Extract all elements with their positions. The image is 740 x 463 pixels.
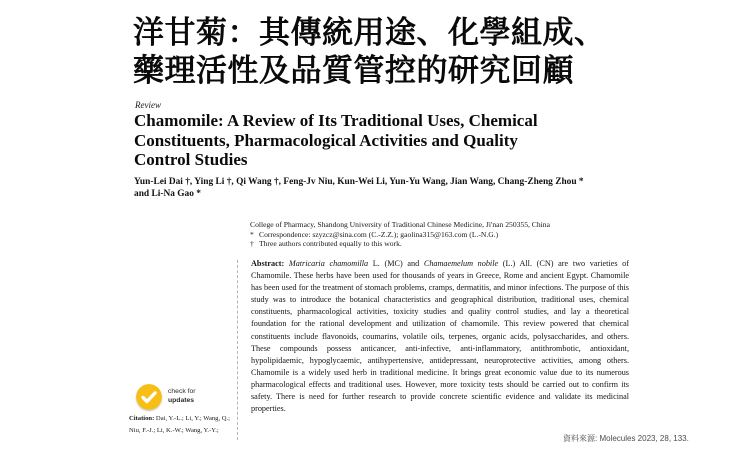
paper-title <box>134 111 538 170</box>
abstract-text-1: L. (MC) and <box>372 259 424 268</box>
affiliation-text: College of Pharmacy, Shandong University of Traditional Chinese Medicine, Ji'nan 250355, China <box>250 220 550 229</box>
citation-label: Citation: <box>129 415 155 422</box>
species-name-1: Matricaria chamomilla <box>284 259 373 268</box>
check-for-updates-label-line1: check for <box>168 388 196 396</box>
check-for-updates-badge[interactable] <box>136 384 196 410</box>
species-name-2: Chamaemelum nobile <box>423 259 503 268</box>
source-note: 資料來源: Molecules 2023, 28, 133. <box>563 434 689 443</box>
abstract-paragraph <box>251 258 629 415</box>
equal-contribution-text: Three authors contributed equally to this work. <box>259 239 402 248</box>
paper-title-line1: Chamomile: A Review of Its Traditional Uses, Chemical <box>134 111 538 130</box>
asterisk-marker: * <box>250 229 254 239</box>
check-for-updates-label-line2: updates <box>168 397 195 404</box>
headline-zh-line2: 藥理活性及品質管控的研究回顧 <box>133 53 574 88</box>
author-list-line1: Yun-Lei Dai †, Ying Li †, Qi Wang †, Feng-Jv Niu, Kun-Wei Li, Yun-Yu Wang, Jian Wang, Chang-Zheng Zhou * <box>134 177 584 187</box>
article-type-label: Review <box>135 100 161 110</box>
correspondence-text: Correspondence: szyzcz@sina.com (C.-Z.Z.); gaolina315@163.com (L.-N.G.) <box>259 229 499 239</box>
check-for-updates-label <box>168 388 196 405</box>
author-list <box>134 177 584 200</box>
paper-title-line3: Control Studies <box>134 150 248 169</box>
citation-text: Dai, Y.-L.; Li, Y.; Wang, Q.; Niu, F.-J.; Li, K.-W.; Wang, Y.-Y.; <box>129 415 231 434</box>
headline-zh <box>133 14 606 90</box>
affiliation-block <box>250 220 642 249</box>
equal-contribution-line <box>250 239 642 249</box>
headline-zh-line1: 洋甘菊：其傳統用途、化學組成、 <box>133 15 606 50</box>
dagger-marker: † <box>250 239 254 248</box>
affiliation-line <box>250 220 642 230</box>
citation-note <box>129 413 241 436</box>
author-list-line2: and Li-Na Gao * <box>134 188 201 199</box>
paper-title-line2: Constituents, Pharmacological Activities and Quality <box>134 130 518 150</box>
abstract-text-2: (L.) All. (CN) are two varieties of Chamomile. These herbs have been used for thousands of years in Greece, Rome and ancient Egypt. Chamomile has been used for the treatment of stomach problems, cramps, dermatitis, and minor infections. The purpose of this study was to introduce the botanical characteristics and geographical distribution, traditional uses, chemical constituents, pharmacological activities, toxicity studies and quality control studies, and lay a theoretical foundation for the rational development and utilization of chamomile. This review powered that chemical constituents include flavonoids, coumarins, volatile oils, terpenes, organic acids, polysaccharides, and others. These compounds possess anticancer, anti-infective, anti-inflammatory, antithrombotic, antioxidant, hypolipidaemic, hypoglycaemic, antihypertensive, antidepressant, neuroprotective activities, among others. Chamomile is a widely used herb in traditional medicine. It brings great economic value due to its numerous pharmacological effects and traditional uses. However, more toxicity tests should be carried out to confirm its safety. There is need for further research to provide concrete scientific evidence and validate its medicinal properties. <box>251 259 629 414</box>
correspondence-line <box>250 230 642 240</box>
checkmark-circle-icon <box>136 384 162 410</box>
abstract-label: Abstract: <box>251 259 285 268</box>
